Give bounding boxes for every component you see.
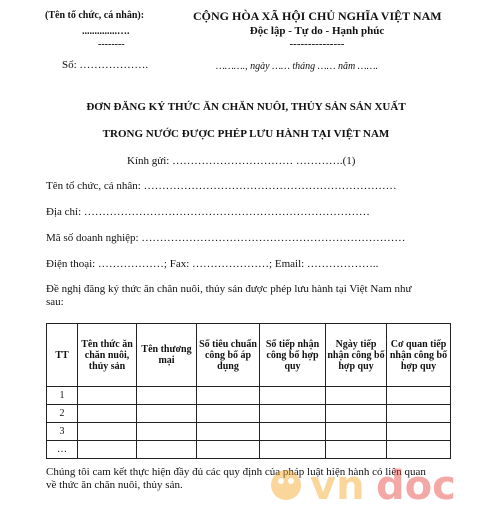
table-cell (137, 405, 197, 423)
org-name-dots: ..............…. (82, 26, 130, 37)
table-cell (197, 387, 260, 405)
motto: Độc lập - Tự do - Hạnh phúc (249, 25, 385, 37)
request-line-1: Đề nghị đăng ký thức ăn chăn nuôi, thủy sản được phép lưu hành tại Việt Nam như (46, 283, 412, 295)
right-rule: --------------- (289, 38, 345, 50)
table-cell (326, 441, 387, 459)
table-cell (260, 405, 326, 423)
table-cell (197, 423, 260, 441)
table-cell (387, 387, 451, 405)
table-cell (78, 405, 137, 423)
request-line-2: sau: (46, 296, 64, 308)
address-field: Địa chỉ: …………………………………………………………………… (46, 206, 370, 218)
table-cell (326, 405, 387, 423)
date-line: ………., ngày …… tháng …… năm ……. (216, 61, 378, 72)
document-title-line2: TRONG NƯỚC ĐƯỢC PHÉP LƯU HÀNH TẠI VIỆT NAM (102, 128, 390, 140)
tax-code-field: Mã số doanh nghiệp: ……………………………………………………………… (46, 232, 406, 244)
table-header-row (47, 324, 451, 387)
table-cell (260, 441, 326, 459)
document-number: Số: ………………. (62, 59, 149, 71)
vndoc-watermark-logo (264, 461, 486, 507)
svg-text:doc: doc (376, 463, 456, 507)
column-header: Tên thức ăn chăn nuôi, thủy sản (78, 324, 137, 387)
table-cell (78, 423, 137, 441)
table-cell (387, 405, 451, 423)
table-cell (137, 387, 197, 405)
table-cell (260, 387, 326, 405)
commitment-line-1: Chúng tôi cam kết thực hiện đầy đủ các quy định của pháp luật hiện hành có liên quan (46, 466, 426, 478)
greeting: Kính gửi: …………………………… ………….(1) (127, 155, 356, 167)
registration-table (46, 323, 451, 459)
table-row (47, 423, 451, 441)
column-header: TT (47, 324, 78, 387)
table-row (47, 387, 451, 405)
org-name-header: (Tên tổ chức, cá nhân): (45, 10, 145, 21)
mascot-icon (271, 470, 301, 500)
commitment-line-2: về thức ăn chăn nuôi, thủy sản. (46, 479, 183, 491)
column-header: Cơ quan tiếp nhận công bố hợp quy (387, 324, 451, 387)
table-cell (326, 423, 387, 441)
document-title-line1: ĐƠN ĐĂNG KÝ THỨC ĂN CHĂN NUÔI, THỦY SẢN SẢN XUẤT (86, 101, 406, 113)
watermark-brand-text: vn (310, 463, 365, 507)
table-cell (78, 387, 137, 405)
table-row (47, 405, 451, 423)
table-cell (78, 441, 137, 459)
table-cell (197, 405, 260, 423)
table-cell (197, 441, 260, 459)
org-name-field: Tên tổ chức, cá nhân: …………………………………………………………… (46, 180, 397, 192)
column-header: Số tiếp nhận công bố hợp quy (260, 324, 326, 387)
row-number: … (47, 441, 78, 459)
table-cell (326, 387, 387, 405)
table-cell (387, 441, 451, 459)
row-number: 3 (47, 423, 78, 441)
table-cell (260, 423, 326, 441)
column-header: Số tiêu chuẩn công bố áp dụng (197, 324, 260, 387)
table-cell (137, 441, 197, 459)
column-header: Tên thương mại (137, 324, 197, 387)
table-cell (387, 423, 451, 441)
row-number: 1 (47, 387, 78, 405)
column-header: Ngày tiếp nhận công bố hợp quy (326, 324, 387, 387)
country-title: CỘNG HÒA XÃ HỘI CHỦ NGHĨA VIỆT NAM (193, 9, 442, 23)
left-rule: -------- (98, 39, 125, 50)
row-number: 2 (47, 405, 78, 423)
table-row (47, 441, 451, 459)
contact-field: Điện thoại: ………………; Fax: …………………; Email: ……………….. (46, 258, 379, 270)
table-cell (137, 423, 197, 441)
